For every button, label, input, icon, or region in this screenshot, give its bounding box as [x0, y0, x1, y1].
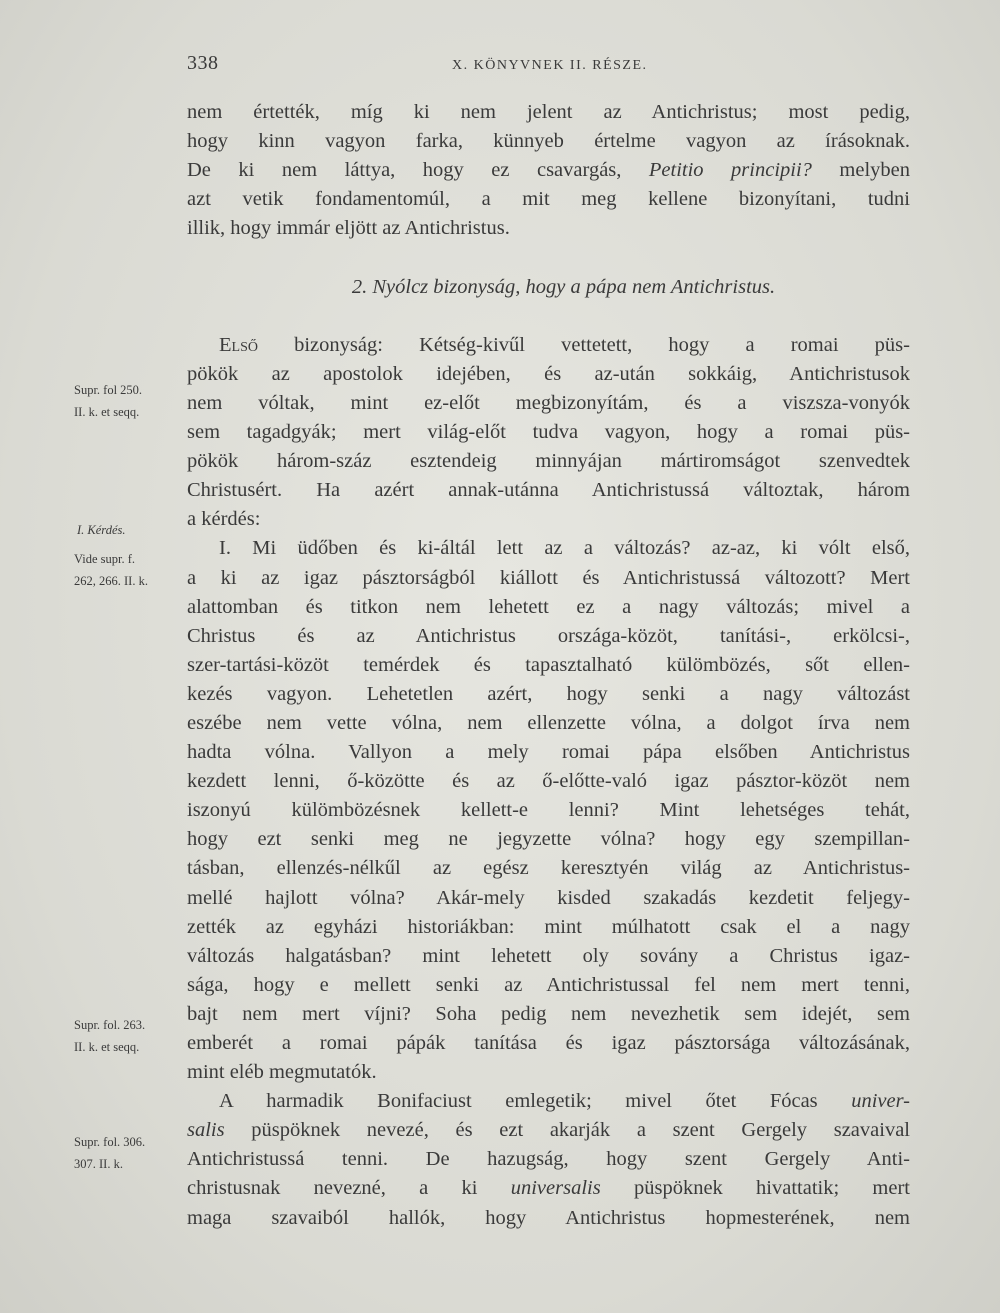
margin-note-ref-262: Vide supr. f.: [74, 552, 136, 566]
text-line: maga szavaiból hallók, hogy Antichristus hopmesterének, nem: [187, 1206, 910, 1229]
text-line: A harmadik Bonifaciust emlegetik; mivel őtet Fócas univer-: [219, 1090, 910, 1113]
text-line: De ki nem láttya, hogy ez csavargás, Petitio principii? melyben: [187, 159, 910, 182]
margin-note-ref-262-cont: 262, 266. II. k.: [74, 574, 148, 588]
text-line: hogy kinn vagyon farka, künnyeb értelme vagyon az írásoknak.: [187, 130, 910, 153]
margin-note-ref-250-cont: II. k. et seqq.: [74, 405, 140, 419]
text-line: hogy ezt senki meg ne jegyzette vólna? hogy egy szempillan-: [187, 828, 910, 851]
margin-note-ref-263: Supr. fol. 263.: [74, 1018, 146, 1032]
text-line: pökök három-száz esztendeig minnyájan mártiromságot szenvedtek: [187, 450, 910, 473]
blank-line: [187, 243, 910, 272]
text-line: I. Mi üdőben és ki-áltál lett az a változás? az-az, ki vólt első,: [219, 537, 910, 560]
margin-note-ref-250: Supr. fol 250.: [74, 383, 143, 397]
text-line: alattomban és titkon nem lehetett ez a nagy változás; mivel a: [187, 595, 910, 618]
text-line: Christus és az Antichristus országa-közöt, tanítási-, erkölcsi-,: [187, 624, 910, 647]
text-line: mint eléb megmutatók.: [187, 1061, 377, 1084]
text-line: Első bizonyság: Kétség-kivűl vettetett, hogy a romai püs-: [219, 333, 910, 356]
margin-note-ref-306-cont: 307. II. k.: [74, 1157, 123, 1171]
section-heading: 2. Nyólcz bizonyság, hogy a pápa nem Antichristus.: [351, 275, 776, 298]
running-head: X. KÖNYVNEK II. RÉSZE.: [452, 58, 648, 73]
margin-note-ref-263-cont: II. k. et seqq.: [74, 1040, 140, 1054]
text-line: a kérdés:: [187, 508, 261, 531]
body-text: [187, 98, 910, 1233]
text-line: a ki az igaz pásztorságból kiállott és Antichristussá változott? Mert: [187, 566, 910, 589]
page-header: [187, 52, 910, 82]
text-line: eszébe nem vette vólna, nem ellenzette vólna, a dolgot írva nem: [187, 711, 910, 734]
text-line: sága, hogy e mellett senki az Antichristussal fel nem mert tenni,: [187, 973, 910, 996]
text-line: változás halgatásban? mint lehetett oly sovány a Christus igaz-: [187, 944, 910, 967]
margin-note-question-1: I. Kérdés.: [77, 523, 126, 537]
text-line: bajt nem mert víjni? Soha pedig nem nevezhetik sem idejét, sem: [187, 1002, 910, 1025]
text-line: azt vetik fondamentomúl, a mit meg kellene bizonyítani, tudni: [187, 188, 910, 211]
first-word: Első: [219, 333, 258, 356]
text-line: pökök az apostolok idejében, és az-után sokkáig, Antichristusok: [187, 362, 910, 385]
text-line: christusnak nevezné, a ki universalis püspöknek hivattatik; mert: [187, 1177, 910, 1200]
page-number: 338: [187, 52, 219, 74]
text-line: mellé hajlott vólna? Akár-mely kisded szakadás kezdetit feljegy-: [187, 886, 910, 909]
text-line: hadta vólna. Vallyon a mely romai pápa elsőben Antichristus: [187, 741, 910, 764]
text-line: nem értették, míg ki nem jelent az Antichristus; most pedig,: [187, 101, 910, 123]
text-line: sem tagadgyák; mert világ-előt tudva vagyon, hogy a romai püs-: [187, 421, 910, 444]
text-line: Antichristussá tenni. De hazugság, hogy szent Gergely Anti-: [187, 1148, 910, 1171]
text-line: kezés vagyon. Lehetetlen azért, hogy senki a nagy változást: [187, 682, 910, 705]
text-line: szer-tartási-közöt temérdek és tapasztalható külömbözés, sőt ellen-: [187, 653, 910, 676]
text-line: Christusért. Ha azért annak-utánna Antichristussá változtak, három: [187, 479, 910, 502]
text-line: iszonyú külömbözésnek kellett-e lenni? Mint lehetséges tehát,: [187, 799, 910, 822]
text-line: illik, hogy immár eljött az Antichristus.: [187, 217, 510, 240]
text-line: tásban, ellenzés-nélkűl az egész keresztyén világ az Antichristus-: [187, 857, 910, 880]
margin-note-ref-306: Supr. fol. 306.: [74, 1135, 146, 1149]
text-line: salis püspöknek nevezé, és ezt akarják a szent Gergely szavaival: [187, 1119, 910, 1142]
text-line: kezdett lenni, ő-közötte és az ő-előtte-való igaz pásztor-közöt nem: [187, 770, 910, 793]
blank-line: [187, 302, 910, 331]
text-line: nem vóltak, mint ez-előt megbizonyítám, és a viszsza-vonyók: [187, 391, 910, 414]
text-line: zették az egyházi historiákban: mint múlhatott csak el a nagy: [187, 915, 910, 938]
text-line: emberét a romai pápák tanítása és igaz pásztorsága változásának,: [187, 1032, 910, 1054]
